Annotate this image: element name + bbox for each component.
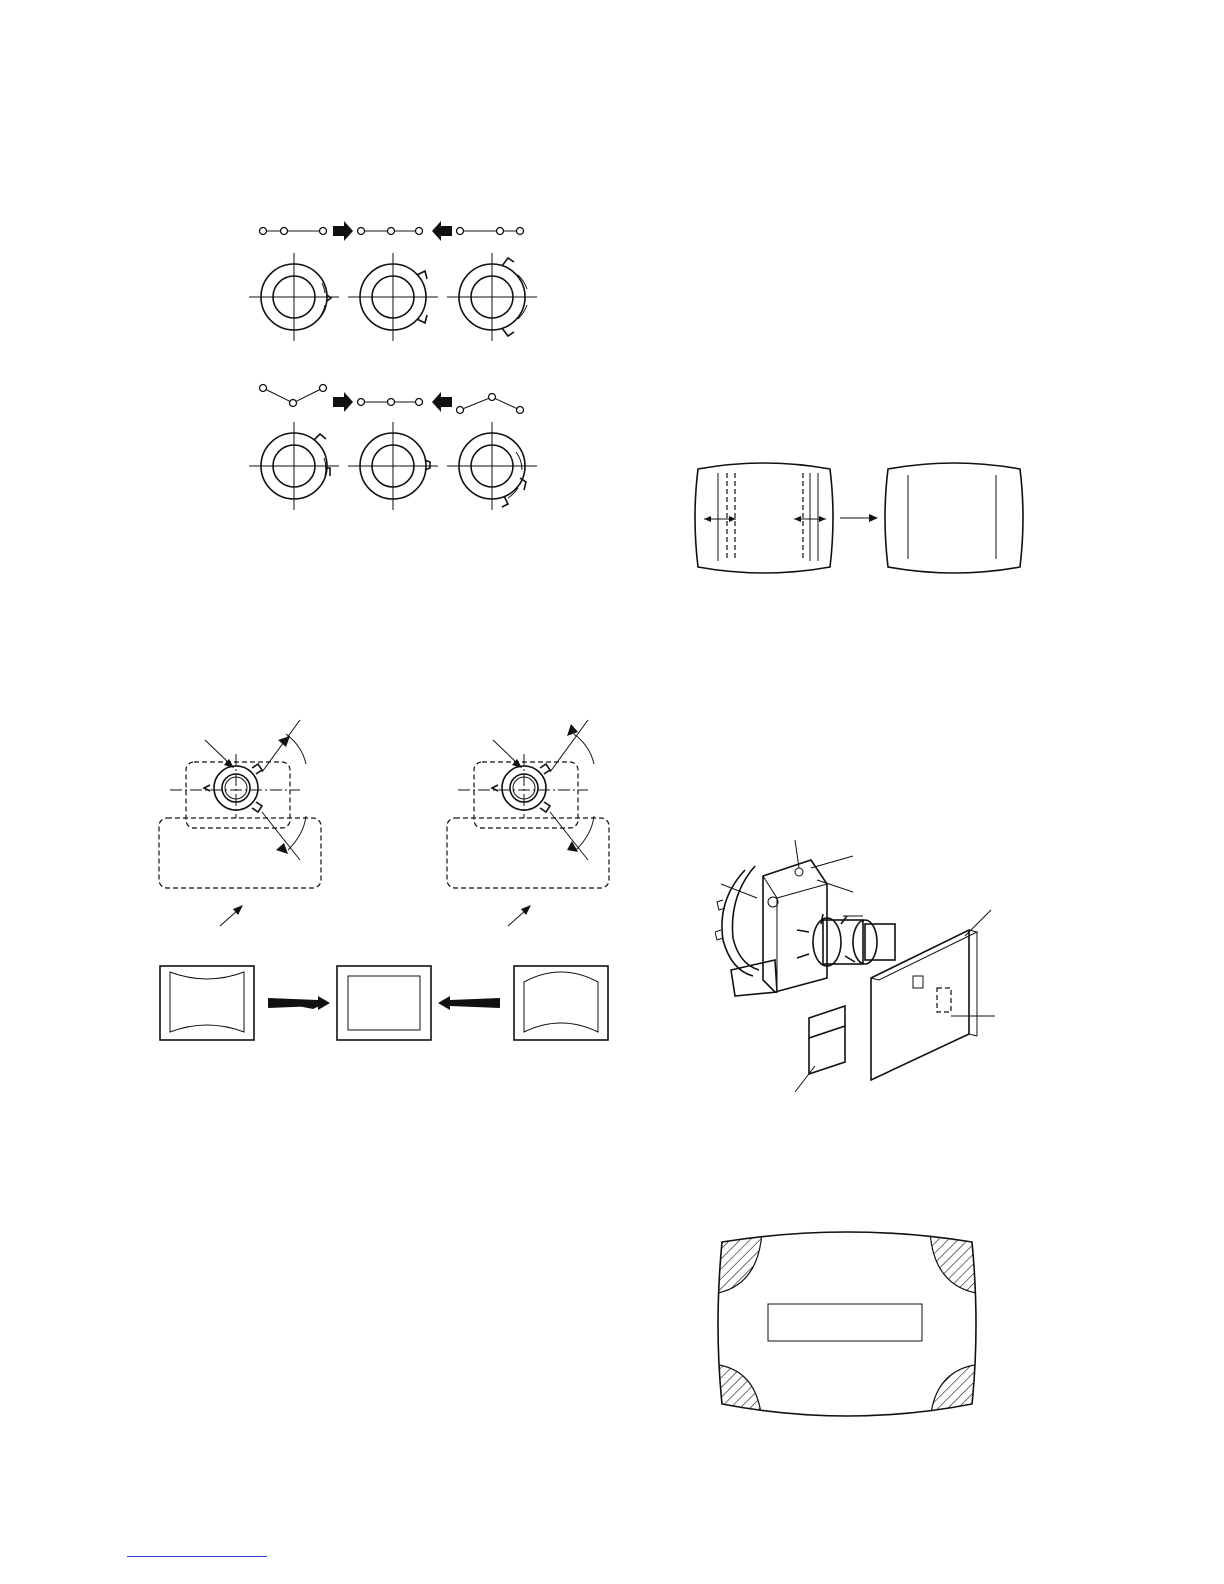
screen-before (695, 463, 833, 573)
screen-correct (337, 966, 431, 1040)
arrow-right-icon (333, 221, 353, 241)
center-rectangle (768, 1304, 922, 1341)
arrow-right-icon (333, 392, 353, 412)
yoke-tilt-figure (150, 710, 620, 1050)
corner-purity-figure (712, 1218, 982, 1438)
ring-magnet-figure (240, 210, 550, 520)
hatched-corner-tr (930, 1218, 982, 1294)
arrow-left-icon (432, 392, 452, 412)
screen-pincushion (160, 966, 254, 1040)
screen-after (885, 463, 1023, 573)
hatched-corner-tl (712, 1218, 762, 1294)
yoke-view-right (447, 720, 609, 926)
arrow-left-icon (438, 996, 500, 1010)
yoke-view-left (159, 720, 321, 926)
convergence-screens-figure (690, 455, 1030, 585)
arrow-left-icon (432, 221, 452, 241)
footer-link[interactable] (127, 1556, 267, 1557)
hatched-corner-br (930, 1364, 982, 1438)
screen-barrel (514, 966, 608, 1040)
yoke-assembly-figure (715, 840, 1005, 1100)
row-1-alignment (249, 221, 537, 341)
row-2-alignment (249, 385, 537, 511)
